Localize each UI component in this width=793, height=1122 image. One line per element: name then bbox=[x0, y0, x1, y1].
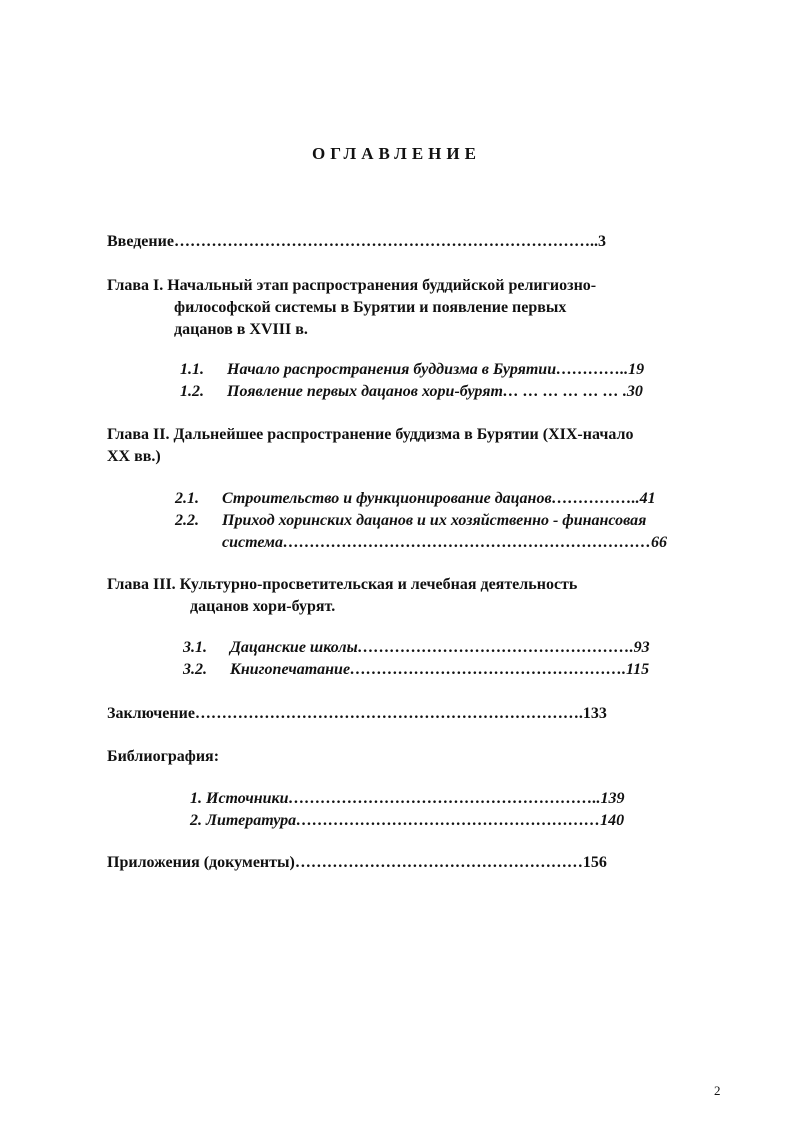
toc-entry-section: Появление первых дацанов хори-бурят… … … … … … .30 bbox=[227, 383, 643, 400]
chapter3-title-line2: дацанов хори-бурят. bbox=[190, 598, 336, 615]
toc-entry-section: Книгопечатание…………………………………………….115 bbox=[230, 661, 650, 678]
toc-entry-section: Приход хоринских дацанов и их хозяйственно - финансовая bbox=[222, 512, 647, 529]
toc-entry-section-continued: система……………………………………………………………66 bbox=[222, 534, 667, 551]
chapter3-title-line1: Глава III. Культурно-просветительская и лечебная деятельность bbox=[107, 576, 578, 593]
section-number: 2.2. bbox=[175, 512, 199, 529]
toc-entry-section: Строительство и функционирование дацанов……………..41 bbox=[222, 490, 656, 507]
toc-entry-sources: 1. Источники…………………………………………………..139 bbox=[190, 790, 625, 807]
bibliography-heading: Библиография: bbox=[107, 748, 220, 765]
section-number: 1.2. bbox=[180, 383, 204, 400]
toc-entry-conclusion: Заключение……………………………………………………………….133 bbox=[107, 705, 607, 722]
section-number: 3.1. bbox=[183, 639, 207, 656]
chapter2-title-line1: Глава II. Дальнейшее распространение буддизма в Бурятии (XIX-начало bbox=[107, 426, 634, 443]
chapter2-title-line2: XX вв.) bbox=[107, 448, 161, 465]
toc-entry-section: Начало распространения буддизма в Бурятии…………..19 bbox=[227, 361, 645, 378]
page-number: 2 bbox=[714, 1083, 721, 1098]
section-number: 1.1. bbox=[180, 361, 204, 378]
page-title: ОГЛАВЛЕНИЕ bbox=[312, 144, 481, 163]
toc-entry-literature: 2. Литература…………………………………………………140 bbox=[190, 812, 625, 829]
chapter1-title-line1: Глава I. Начальный этап распространения буддийской религиозно- bbox=[107, 277, 597, 294]
section-number: 3.2. bbox=[183, 661, 207, 678]
chapter1-title-line3: дацанов в XVIII в. bbox=[174, 321, 308, 338]
chapter1-title-line2: философской системы в Бурятии и появление первых bbox=[174, 299, 567, 316]
section-number: 2.1. bbox=[175, 490, 199, 507]
toc-entry-section: Дацанские школы…………………………………………….93 bbox=[230, 639, 650, 656]
toc-entry-appendix: Приложения (документы)………………………………………………156 bbox=[107, 854, 607, 871]
toc-entry-intro: Введение……………………………………………………………………..3 bbox=[107, 233, 606, 250]
